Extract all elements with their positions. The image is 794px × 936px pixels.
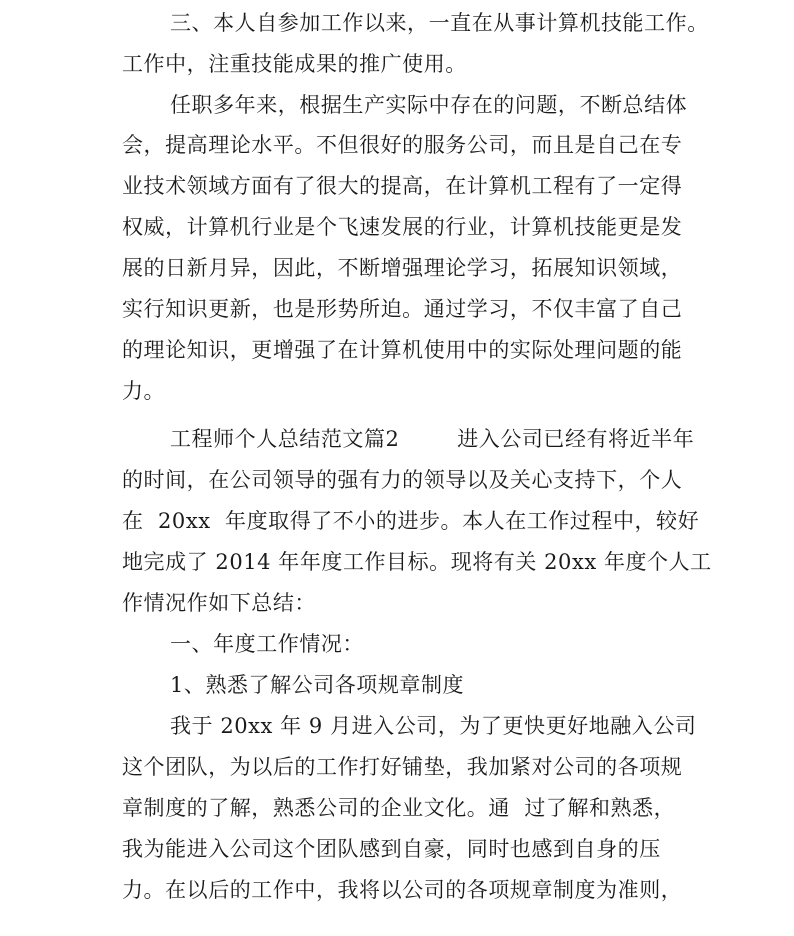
paragraph-line: 业技术领域方面有了很大的提高，在计算机工程有了一定得 — [122, 174, 683, 198]
paragraph-line: 的时间，在公司领导的强有力的领导以及关心支持下，个人 — [122, 468, 683, 492]
paragraph-line: 会，提高理论水平。不但很好的服务公司，而且是自己在专 — [122, 133, 683, 157]
paragraph-line: 任职多年来，根据生产实际中存在的问题，不断总结体 — [170, 93, 688, 117]
paragraph-line: 力。在以后的工作中，我将以公司的各项规章制度为准则， — [122, 878, 683, 902]
paragraph-line: 这个团队，为以后的工作打好铺垫，我加紧对公司的各项规 — [122, 755, 683, 779]
paragraph-line: 力。 — [122, 379, 166, 403]
paragraph-line: 我为能进入公司这个团队感到自豪，同时也感到自身的压 — [122, 837, 661, 861]
subheading-line: 一、年度工作情况： — [170, 632, 364, 656]
paragraph-line: 的理论知识，更增强了在计算机使用中的实际处理问题的能 — [122, 338, 683, 362]
paragraph-line: 实行知识更新，也是形势所迫。通过学习，不仅丰富了自己 — [122, 297, 683, 321]
paragraph-line: 展的日新月异，因此，不断增强理论学习，拓展知识领域， — [122, 256, 683, 280]
paragraph-line: 我于 20xx 年 9 月进入公司，为了更快更好地融入公司 — [170, 714, 697, 738]
subheading-line: 1、熟悉了解公司各项规章制度 — [170, 673, 465, 697]
section-heading-line: 工程师个人总结范文篇2 进入公司已经有将近半年 — [170, 427, 695, 451]
paragraph-line: 作情况作如下总结： — [122, 591, 316, 615]
paragraph-line: 工作中，注重技能成果的推广使用。 — [122, 52, 467, 76]
paragraph-line: 章制度的了解，熟悉公司的企业文化。通 过了解和熟悉， — [122, 796, 676, 820]
paragraph-line: 三、本人自参加工作以来，一直在从事计算机技能工作。 — [170, 11, 709, 35]
paragraph-line: 在 20xx 年度取得了不小的进步。本人在工作过程中，较好 — [122, 509, 700, 533]
paragraph-line: 权威，计算机行业是个飞速发展的行业，计算机技能更是发 — [122, 215, 683, 239]
paragraph-line: 地完成了 2014 年年度工作目标。现将有关 20xx 年度个人工 — [122, 550, 712, 574]
